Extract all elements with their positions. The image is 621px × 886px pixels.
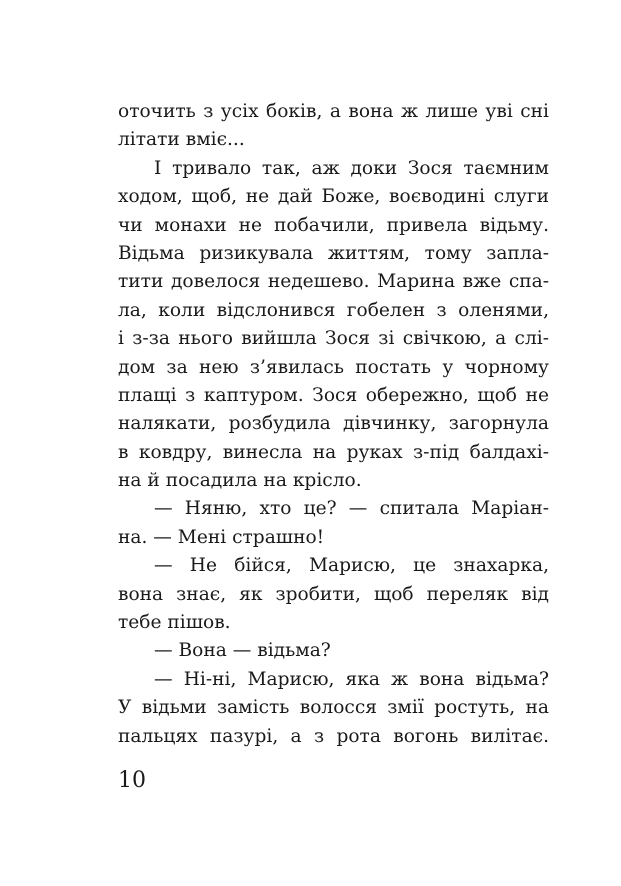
- text-line: тебе пішов.: [118, 612, 231, 634]
- text-line: У відьми замість волосся змії ростуть, на: [118, 697, 549, 719]
- text-line: ходом, щоб, не дай Боже, воєводині слуги: [118, 186, 549, 208]
- text-line: дом за нею з’явилась постать у чорному: [118, 356, 549, 378]
- text-line: — Вона — відьма?: [154, 640, 331, 662]
- text-line: вона знає, як зробити, щоб переляк від: [118, 583, 549, 605]
- text-line: чи монахи не побачили, привела відьму.: [118, 214, 549, 236]
- text-line: і з-за нього вийшла Зося зі свічкою, а слі-: [118, 328, 549, 350]
- text-line: оточить з усіх боків, а вона ж лише уві сні: [118, 101, 549, 122]
- page-number: 10: [118, 768, 146, 793]
- text-line: — Няню, хто це? — спитала Маріан-: [154, 498, 549, 520]
- body-text: [118, 98, 549, 751]
- text-line: на. — Мені страшно!: [118, 526, 325, 548]
- text-line: І тривало так, аж доки Зося таємним: [154, 157, 549, 179]
- text-line: Відьма ризикувала життям, тому запла-: [118, 242, 549, 264]
- text-line: — Ні-ні, Марисю, яка ж вона відьма?: [154, 668, 549, 690]
- text-line: в ковдру, винесла на руках з-під балдахі-: [118, 441, 549, 463]
- text-line: плащі з каптуром. Зося обережно, щоб не: [118, 384, 549, 406]
- text-line: на й посадила на крісло.: [118, 470, 362, 492]
- text-line: — Не бійся, Марисю, це знахарка,: [154, 555, 549, 577]
- text-line: ла, коли відслонився гобелен з оленями,: [118, 299, 549, 321]
- text-line: тити довелося недешево. Марина вже спа-: [118, 271, 549, 293]
- text-line: пальцях пазурі, а з рота вогонь вилітає.: [118, 725, 549, 747]
- text-line: налякати, розбудила дівчинку, загорнула: [118, 413, 549, 435]
- text-line: літати вміє...: [118, 129, 245, 151]
